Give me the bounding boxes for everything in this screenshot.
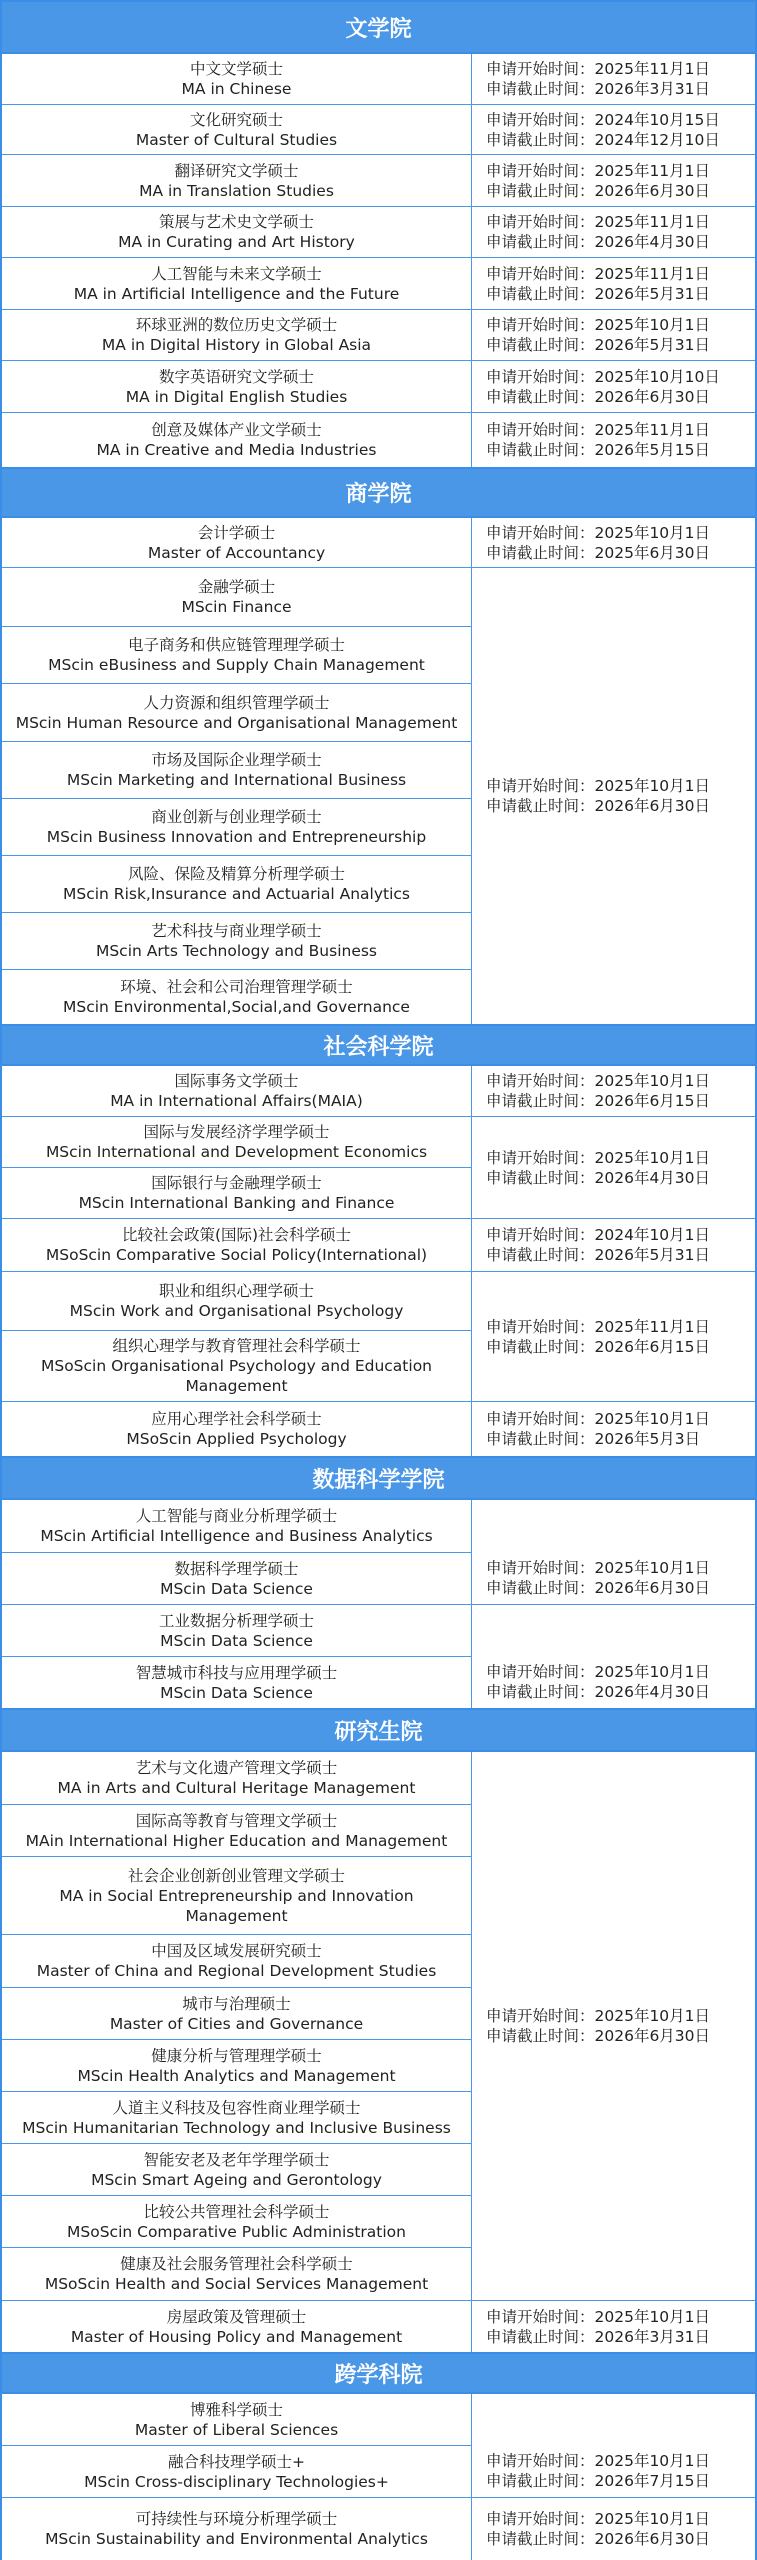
application-dates	[472, 518, 755, 568]
program-name-cn: 中国及区域发展研究硕士	[151, 1942, 322, 1960]
application-deadline: 申请截止时间：2026年6月30日	[486, 181, 711, 200]
program-name-cn: 创意及媒体产业文学硕士	[151, 421, 322, 439]
program-name-en: MScin Smart Ageing and Gerontology	[91, 2170, 382, 2189]
application-start-date: 申请开始时间：2025年11月1日	[486, 60, 711, 78]
application-dates	[472, 310, 755, 361]
program-name-cn: 城市与治理硕士	[182, 1994, 291, 2013]
application-deadline: 申请截止时间：2026年5月15日	[486, 441, 711, 459]
program-name-en: Master of China and Regional Development Studies	[36, 1962, 437, 1980]
program-name-cn: 国际事务文学硕士	[174, 1072, 299, 1090]
program-name-en: MScin Data Science	[160, 1579, 313, 1598]
program-name-cn: 商业创新与创业理学硕士	[151, 808, 322, 826]
program-cell	[2, 2196, 471, 2248]
program-name-cn: 人工智能与未来文学硕士	[151, 264, 322, 283]
application-deadline: 申请截止时间：2026年3月31日	[486, 2327, 711, 2346]
application-start-date: 申请开始时间：2025年10月1日	[486, 1148, 711, 1167]
program-name-cn: 人道主义科技及包容性商业理学硕士	[112, 2098, 361, 2117]
program-cell	[2, 105, 471, 155]
program-cell	[2, 1605, 471, 1657]
section-body	[2, 54, 755, 467]
application-start-date: 申请开始时间：2025年10月1日	[486, 2007, 711, 2025]
application-dates	[472, 1272, 755, 1402]
program-name-en: MSoScin Health and Social Services Management	[44, 2275, 429, 2293]
program-name-cn: 文化研究硕士	[189, 110, 283, 129]
program-cell	[2, 1988, 471, 2040]
program-name-cn: 金融学硕士	[197, 578, 276, 596]
program-name-cn: 比较公共管理社会科学硕士	[143, 2202, 330, 2221]
program-cell	[2, 2394, 471, 2446]
application-dates	[472, 105, 755, 155]
application-dates	[472, 1066, 755, 1117]
program-cell	[2, 1066, 471, 1117]
application-dates	[472, 1605, 755, 1708]
program-name-cn: 国际与发展经济学理学硕士	[143, 1123, 330, 1141]
program-column	[2, 518, 472, 1024]
program-name-en: MA in Digital English Studies	[125, 387, 348, 406]
program-name-cn: 工业数据分析理学硕士	[158, 1611, 314, 1630]
program-name-cn: 电子商务和供应链管理理学硕士	[127, 636, 345, 654]
date-column	[472, 1500, 755, 1708]
application-start-date: 申请开始时间：2025年10月1日	[486, 523, 711, 542]
date-column	[472, 2394, 755, 2560]
application-start-date: 申请开始时间：2025年10月1日	[486, 1663, 711, 1681]
program-name-cn: 职业和组织心理学硕士	[158, 1282, 314, 1300]
program-cell	[2, 1857, 471, 1935]
application-dates	[472, 413, 755, 467]
section-body	[2, 518, 755, 1024]
program-name-en: MA in Social Entrepreneurship and Innovation Management	[59, 1886, 414, 1925]
application-deadline: 申请截止时间：2026年5月31日	[486, 336, 711, 354]
program-cell	[2, 207, 471, 258]
application-deadline: 申请截止时间：2026年4月30日	[486, 233, 711, 251]
program-cell	[2, 1117, 471, 1168]
program-name-cn: 比较社会政策(国际)社会科学硕士	[121, 1226, 352, 1244]
application-deadline: 申请截止时间：2026年4月30日	[486, 1168, 711, 1187]
application-deadline: 申请截止时间：2026年7月15日	[486, 2472, 711, 2490]
program-name-en: MScin Artificial Intelligence and Business Analytics	[40, 1527, 433, 1545]
program-cell	[2, 1657, 471, 1708]
program-name-cn: 博雅科学硕士	[189, 2400, 283, 2419]
program-name-en: MA in Creative and Media Industries	[96, 441, 377, 459]
application-deadline: 申请截止时间：2024年12月10日	[486, 130, 720, 149]
program-name-en: Master of Cultural Studies	[135, 130, 338, 149]
date-column	[472, 1066, 755, 1456]
application-deadline: 申请截止时间：2026年4月30日	[486, 1683, 711, 1701]
program-column	[2, 1500, 472, 1708]
program-name-en: MA in International Affairs(MAIA)	[110, 1092, 363, 1110]
program-name-cn: 应用心理学社会科学硕士	[151, 1410, 322, 1428]
program-cell	[2, 54, 471, 105]
program-name-cn: 数据科学理学硕士	[174, 1559, 299, 1578]
application-start-date: 申请开始时间：2025年11月1日	[486, 264, 711, 283]
program-name-cn: 融合科技理学硕士+	[168, 2452, 305, 2471]
program-cell	[2, 1272, 471, 1331]
program-name-en: MSoScin Comparative Social Policy(International)	[45, 1246, 428, 1264]
program-name-en: MScin International Banking and Finance	[78, 1194, 395, 1212]
application-start-date: 申请开始时间：2025年10月1日	[486, 1559, 711, 1577]
application-start-date: 申请开始时间：2025年11月1日	[486, 161, 711, 180]
section-header: 社会科学院	[2, 1024, 755, 1066]
program-cell	[2, 913, 471, 970]
program-cell	[2, 1219, 471, 1272]
program-cell	[2, 2446, 471, 2498]
application-dates	[472, 2498, 755, 2560]
program-name-cn: 艺术与文化遗产管理文学硕士	[135, 1759, 338, 1777]
application-dates	[472, 207, 755, 258]
section-header: 研究生院	[2, 1708, 755, 1752]
program-column	[2, 1066, 472, 1456]
program-name-cn: 可持续性与环境分析理学硕士	[135, 2510, 338, 2528]
program-cell	[2, 684, 471, 742]
program-name-en: Master of Accountancy	[147, 543, 326, 562]
program-name-en: MScin Sustainability and Environmental Analytics	[45, 2530, 428, 2548]
program-name-en: Master of Liberal Sciences	[134, 2420, 339, 2439]
application-start-date: 申请开始时间：2024年10月15日	[486, 110, 720, 129]
program-cell	[2, 856, 471, 913]
program-cell	[2, 1331, 471, 1402]
section-header: 跨学科院	[2, 2352, 755, 2394]
application-start-date: 申请开始时间：2025年10月1日	[486, 2452, 711, 2470]
program-name-en: MScin Arts Technology and Business	[95, 942, 378, 960]
program-name-en: MScin Data Science	[160, 1683, 313, 1702]
program-cell	[2, 2144, 471, 2196]
program-name-cn: 房屋政策及管理硕士	[166, 2307, 307, 2326]
program-name-cn: 智慧城市科技与应用理学硕士	[135, 1663, 338, 1682]
application-deadline: 申请截止时间：2025年6月30日	[486, 543, 711, 562]
application-dates	[472, 2394, 755, 2498]
program-name-en: MScin Finance	[181, 598, 292, 616]
program-cell	[2, 627, 471, 684]
application-deadline: 申请截止时间：2026年6月15日	[486, 1337, 711, 1356]
application-deadline: 申请截止时间：2026年5月31日	[486, 1246, 711, 1264]
application-deadline: 申请截止时间：2026年6月30日	[486, 797, 711, 815]
program-name-cn: 策展与艺术史文学硕士	[158, 213, 314, 231]
date-column	[472, 518, 755, 1024]
program-name-en: MScin Cross-disciplinary Technologies+	[84, 2472, 389, 2491]
program-cell	[2, 1935, 471, 1988]
program-cell	[2, 1500, 471, 1553]
program-name-en: Master of Cities and Governance	[109, 2014, 364, 2033]
program-name-en: MSoScin Applied Psychology	[126, 1430, 347, 1448]
section-header: 商学院	[2, 467, 755, 518]
program-name-cn: 风险、保险及精算分析理学硕士	[127, 865, 345, 883]
program-name-en: MSoScin Organisational Psychology and Education Management	[40, 1357, 432, 1395]
date-column	[472, 54, 755, 467]
application-deadline: 申请截止时间：2026年6月30日	[486, 1579, 711, 1597]
program-name-en: MScin Data Science	[160, 1631, 313, 1650]
application-dates	[472, 2301, 755, 2352]
program-cell	[2, 2092, 471, 2144]
program-name-en: MScin Marketing and International Business	[66, 771, 407, 789]
program-name-cn: 社会企业创新创业管理文学硕士	[127, 1866, 345, 1885]
application-dates	[472, 1402, 755, 1456]
program-name-en: MScin Health Analytics and Management	[77, 2066, 396, 2085]
program-column	[2, 2394, 472, 2560]
program-cell	[2, 1752, 471, 1805]
application-start-date: 申请开始时间：2025年10月1日	[486, 1072, 711, 1090]
program-name-en: MScin eBusiness and Supply Chain Management	[48, 656, 425, 674]
program-name-en: MA in Curating and Art History	[118, 233, 355, 251]
program-name-cn: 环球亚洲的数位历史文学硕士	[135, 316, 338, 334]
application-start-date: 申请开始时间：2025年10月1日	[486, 777, 711, 795]
application-deadline: 申请截止时间：2026年6月15日	[486, 1092, 711, 1110]
application-dates	[472, 361, 755, 413]
program-name-cn: 中文文学硕士	[189, 60, 283, 78]
program-name-cn: 人工智能与商业分析理学硕士	[135, 1507, 338, 1525]
application-start-date: 申请开始时间：2024年10月1日	[486, 1226, 711, 1244]
application-start-date: 申请开始时间：2025年10月1日	[486, 316, 711, 334]
program-name-en: MScin Work and Organisational Psychology	[69, 1302, 404, 1320]
program-name-en: MA in Chinese	[181, 80, 292, 98]
program-cell	[2, 310, 471, 361]
program-cell	[2, 413, 471, 467]
application-start-date: 申请开始时间：2025年11月1日	[486, 213, 711, 231]
section-header: 数据科学学院	[2, 1456, 755, 1500]
program-column	[2, 54, 472, 467]
application-deadline: 申请截止时间：2026年6月30日	[486, 2530, 711, 2548]
program-cell	[2, 799, 471, 856]
application-deadline: 申请截止时间：2026年5月3日	[486, 1430, 701, 1448]
program-name-cn: 环境、社会和公司治理管理学硕士	[120, 978, 353, 996]
application-dates	[472, 1219, 755, 1272]
program-cell	[2, 518, 471, 568]
program-name-cn: 翻译研究文学硕士	[174, 161, 299, 180]
program-cell	[2, 2301, 471, 2352]
application-dates	[472, 155, 755, 207]
application-deadline: 申请截止时间：2026年5月31日	[486, 284, 711, 303]
program-cell	[2, 1402, 471, 1456]
program-name-en: MScin Human Resource and Organisational Management	[15, 713, 458, 732]
section-body	[2, 1066, 755, 1456]
program-name-en: MSoScin Comparative Public Administration	[67, 2222, 406, 2241]
program-cell	[2, 742, 471, 799]
section-body	[2, 1500, 755, 1708]
program-name-en: MScin Environmental,Social,and Governance	[63, 998, 410, 1016]
program-cell	[2, 2248, 471, 2301]
program-name-cn: 组织心理学与教育管理社会科学硕士	[112, 1337, 361, 1355]
program-name-cn: 数字英语研究文学硕士	[158, 367, 314, 386]
program-name-cn: 会计学硕士	[197, 523, 276, 542]
program-name-en: MA in Translation Studies	[139, 181, 334, 200]
program-name-en: MA in Digital History in Global Asia	[101, 336, 372, 354]
application-dates	[472, 568, 755, 1024]
program-name-en: MA in Artificial Intelligence and the Future	[73, 284, 400, 303]
program-name-cn: 智能安老及老年学理学硕士	[143, 2150, 330, 2169]
program-name-cn: 健康分析与管理理学硕士	[151, 2046, 322, 2065]
application-deadline: 申请截止时间：2026年3月31日	[486, 80, 711, 98]
program-cell	[2, 2040, 471, 2092]
date-column	[472, 1752, 755, 2352]
program-name-cn: 市场及国际企业理学硕士	[151, 751, 322, 769]
application-deadline: 申请截止时间：2026年6月30日	[486, 2027, 711, 2045]
program-name-cn: 艺术科技与商业理学硕士	[151, 922, 322, 940]
application-start-date: 申请开始时间：2025年10月1日	[486, 2307, 711, 2326]
program-cell	[2, 361, 471, 413]
application-start-date: 申请开始时间：2025年11月1日	[486, 1317, 711, 1336]
program-name-cn: 健康及社会服务管理社会科学硕士	[120, 2255, 353, 2273]
program-cell	[2, 1168, 471, 1219]
program-name-en: MScin Risk,Insurance and Actuarial Analytics	[63, 885, 410, 903]
program-column	[2, 1752, 472, 2352]
application-dates	[472, 1752, 755, 2301]
application-dates	[472, 1500, 755, 1605]
program-name-en: MAin International Higher Education and Management	[25, 1831, 448, 1850]
program-name-en: MScin Humanitarian Technology and Inclusive Business	[22, 2118, 451, 2137]
application-deadline: 申请截止时间：2026年6月30日	[486, 387, 711, 406]
program-cell	[2, 970, 471, 1024]
program-cell	[2, 2498, 471, 2560]
program-cell	[2, 155, 471, 207]
program-cell	[2, 258, 471, 310]
application-start-date: 申请开始时间：2025年10月10日	[486, 367, 720, 386]
program-name-en: MA in Arts and Cultural Heritage Management	[57, 1779, 416, 1797]
program-name-cn: 国际高等教育与管理文学硕士	[135, 1811, 338, 1830]
program-cell	[2, 568, 471, 627]
section-header: 文学院	[2, 0, 755, 54]
application-start-date: 申请开始时间：2025年10月1日	[486, 2510, 711, 2528]
application-dates	[472, 54, 755, 105]
program-name-cn: 国际银行与金融理学硕士	[151, 1174, 322, 1192]
program-cell	[2, 1805, 471, 1857]
application-start-date: 申请开始时间：2025年11月1日	[486, 421, 711, 439]
section-body	[2, 1752, 755, 2352]
program-name-en: Master of Housing Policy and Management	[70, 2327, 403, 2346]
application-dates	[472, 1117, 755, 1219]
program-name-cn: 人力资源和组织管理学硕士	[143, 693, 330, 712]
program-cell	[2, 1553, 471, 1605]
program-name-en: MScin International and Development Economics	[45, 1143, 428, 1161]
application-dates	[472, 258, 755, 310]
section-body	[2, 2394, 755, 2560]
program-name-en: MScin Business Innovation and Entrepreneurship	[46, 828, 427, 846]
application-start-date: 申请开始时间：2025年10月1日	[486, 1410, 711, 1428]
